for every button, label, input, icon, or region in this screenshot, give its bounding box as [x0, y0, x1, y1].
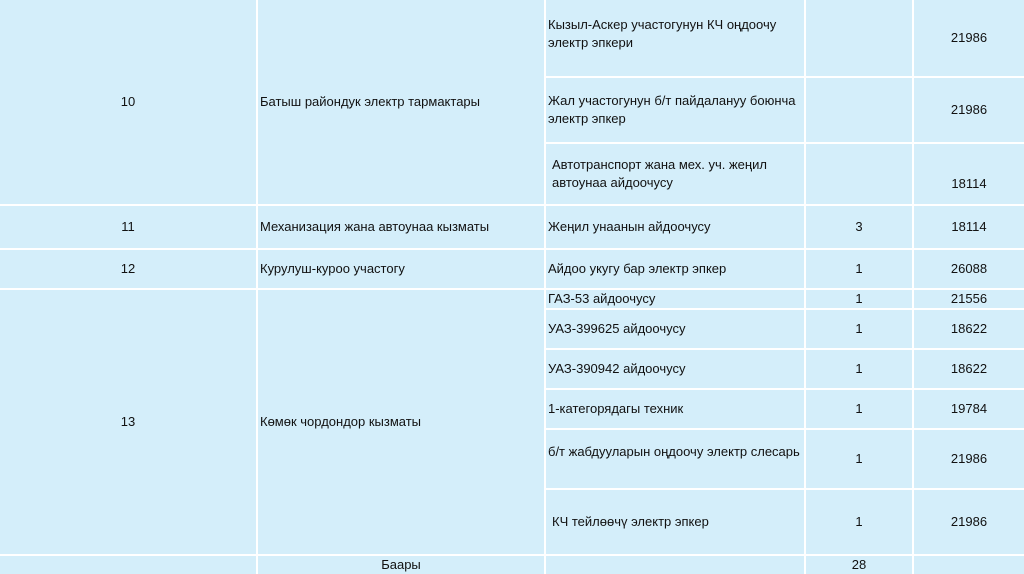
position-title [546, 290, 804, 308]
position-count-text: 1 [855, 321, 863, 336]
position-salary-text: 21986 [950, 451, 988, 466]
position-salary-text: 19784 [950, 401, 988, 416]
row-number-text: 13 [120, 414, 136, 429]
division-name [258, 250, 544, 288]
position-title [546, 250, 804, 288]
position-salary-text: 18622 [950, 321, 988, 336]
position-title [546, 390, 804, 428]
position-salary [914, 290, 1024, 308]
position-title-text: Жал участогунун б/т пайдалануу боюнча электр эпкер [548, 93, 796, 126]
position-salary-text: 21556 [950, 291, 988, 306]
position-salary-text: 21986 [950, 514, 988, 529]
position-salary-text: 26088 [950, 261, 988, 276]
row-number [0, 290, 256, 554]
position-title [546, 310, 804, 348]
position-count [806, 350, 912, 388]
position-title-text: Жеңил унаанын айдоочусу [548, 219, 711, 234]
position-title-text: б/т жабдууларын оңдоочу электр слесарь [548, 444, 800, 459]
position-title [546, 430, 804, 488]
position-salary-text: 18114 [951, 176, 987, 191]
row-number-text: 10 [120, 94, 136, 109]
position-count-text: 1 [855, 261, 863, 276]
position-count-text: 1 [855, 401, 863, 416]
position-title-text: Автотранспорт жана мех. уч. жеңил автоунаа айдоочусу [552, 157, 767, 190]
position-salary [914, 390, 1024, 428]
row-number [0, 206, 256, 248]
total-count [806, 556, 912, 574]
position-title-text: УАЗ-399625 айдоочусу [548, 321, 686, 336]
division-name-text: Курулуш-куроо участогу [260, 261, 405, 276]
position-title-text: Кызыл-Аскер участогунун КЧ оңдоочу электр эпкери [548, 17, 777, 50]
division-name [258, 0, 544, 204]
position-title [546, 144, 804, 204]
position-count [806, 390, 912, 428]
position-count-text: 3 [855, 219, 863, 234]
position-salary-text: 18114 [951, 219, 987, 234]
total-blank-cell [546, 556, 804, 574]
position-salary [914, 350, 1024, 388]
division-name [258, 206, 544, 248]
position-title-text: Айдоо укугу бар электр эпкер [548, 261, 727, 276]
position-count [806, 290, 912, 308]
position-title [546, 350, 804, 388]
total-blank-cell [0, 556, 256, 574]
position-salary [914, 0, 1024, 76]
position-count-text: 1 [855, 451, 863, 466]
row-number [0, 0, 256, 204]
position-title [546, 206, 804, 248]
position-count [806, 430, 912, 488]
total-label [258, 556, 544, 574]
position-title [546, 490, 804, 554]
position-count [806, 144, 912, 204]
total-count-text: 28 [851, 557, 867, 572]
division-name-text: Механизация жана автоунаа кызматы [260, 219, 490, 234]
position-count-text: 1 [855, 291, 863, 306]
position-title [546, 0, 804, 76]
position-salary-text: 18622 [950, 361, 988, 376]
position-count [806, 310, 912, 348]
position-title-text: ГАЗ-53 айдоочусу [548, 291, 656, 306]
division-name [258, 290, 544, 554]
position-salary [914, 78, 1024, 142]
division-name-text: Батыш райондук электр тармактары [260, 94, 481, 109]
position-count [806, 490, 912, 554]
row-number [0, 250, 256, 288]
position-salary [914, 430, 1024, 488]
position-title-text: 1-категорядагы техник [548, 401, 684, 416]
row-number-text: 11 [121, 219, 135, 234]
position-count [806, 206, 912, 248]
total-label-text: Баары [381, 557, 421, 572]
position-salary [914, 206, 1024, 248]
position-salary [914, 490, 1024, 554]
position-count-text: 1 [855, 514, 863, 529]
position-salary [914, 310, 1024, 348]
position-count-text: 1 [855, 361, 863, 376]
row-number-text: 12 [120, 261, 136, 276]
position-salary [914, 250, 1024, 288]
total-salary [914, 556, 1024, 574]
position-count [806, 0, 912, 76]
position-salary-text: 21986 [950, 30, 988, 45]
division-name-text: Көмөк чордондор кызматы [260, 414, 422, 429]
position-title-text: КЧ тейлөөчү электр эпкер [552, 514, 709, 529]
position-title-text: УАЗ-390942 айдоочусу [548, 361, 686, 376]
position-count [806, 250, 912, 288]
position-salary-text: 21986 [950, 102, 988, 117]
position-title [546, 78, 804, 142]
position-salary [914, 144, 1024, 204]
position-count [806, 78, 912, 142]
